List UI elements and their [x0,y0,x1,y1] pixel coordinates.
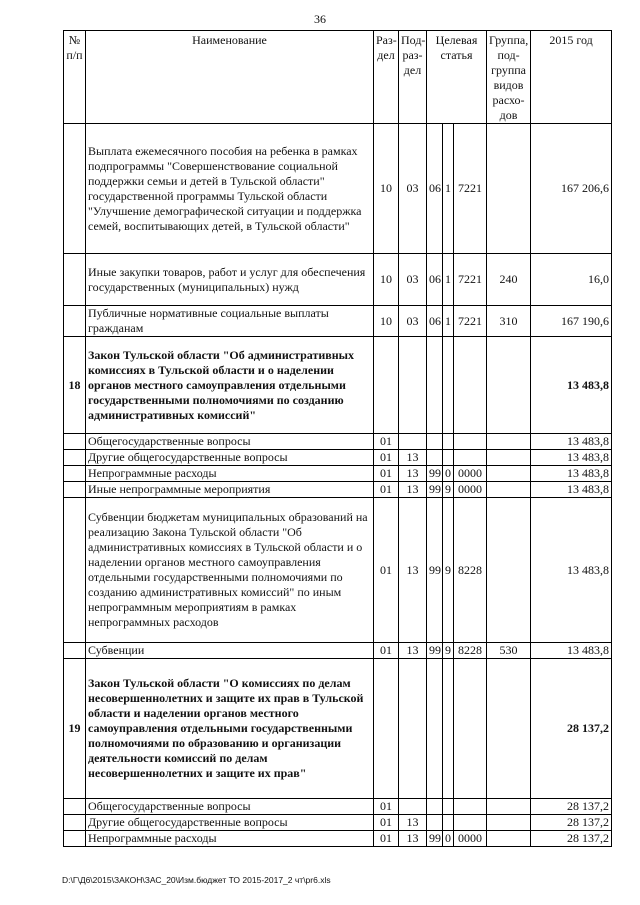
row-subsection: 13 [399,815,427,831]
row-target-direction: 0000 [454,482,487,498]
row-name: Субвенции бюджетам муниципальных образований на реализацию Закона Тульской области "Об административных комиссиях в Тульской области и о наделении органов местного самоуправления отдельными государственными полномочиями по созданию административных комиссий" по иным непрограммным мероприятиям в рамках непрограммных расходов [86,498,374,643]
header-group: Группа, под-группа видов расхо-дов [487,31,531,124]
row-amount: 167 190,6 [531,306,612,337]
row-target-subprogram: 1 [443,306,454,337]
row-group: 240 [487,254,531,306]
row-group [487,450,531,466]
table-row [64,799,612,815]
row-group [487,799,531,815]
row-name: Иные закупки товаров, работ и услуг для обеспечения государственных (муниципальных) нужд [86,254,374,306]
row-section: 01 [374,466,399,482]
row-section: 01 [374,643,399,659]
row-section: 10 [374,306,399,337]
table-row [64,434,612,450]
table-row [64,254,612,306]
row-section [374,337,399,434]
row-target-program [427,815,443,831]
row-group [487,498,531,643]
row-target-program: 99 [427,466,443,482]
row-subsection [399,434,427,450]
row-amount: 28 137,2 [531,831,612,847]
row-section: 01 [374,799,399,815]
table-row [64,815,612,831]
row-target-program: 99 [427,831,443,847]
row-target-program: 99 [427,643,443,659]
row-name: Непрограммные расходы [86,831,374,847]
row-group [487,815,531,831]
row-target-subprogram [443,337,454,434]
header-year: 2015 год [531,31,612,124]
row-target-direction: 0000 [454,466,487,482]
row-group [487,434,531,450]
row-target-direction: 8228 [454,643,487,659]
row-target-direction [454,337,487,434]
row-section: 01 [374,815,399,831]
row-number [64,815,86,831]
row-number [64,643,86,659]
row-target-program [427,434,443,450]
header-num: № п/п [64,31,86,124]
table-row [64,337,612,434]
row-target-direction [454,659,487,799]
row-number [64,434,86,450]
row-subsection: 13 [399,466,427,482]
row-group [487,831,531,847]
table-row [64,306,612,337]
row-subsection: 13 [399,498,427,643]
table-row [64,831,612,847]
row-section: 10 [374,254,399,306]
row-target-subprogram [443,815,454,831]
row-group [487,466,531,482]
row-subsection: 13 [399,450,427,466]
row-amount: 13 483,8 [531,434,612,450]
row-target-direction: 7221 [454,254,487,306]
row-amount: 13 483,8 [531,466,612,482]
row-group [487,124,531,254]
row-target-direction [454,450,487,466]
row-number [64,124,86,254]
row-target-subprogram [443,434,454,450]
row-target-subprogram [443,799,454,815]
row-amount: 16,0 [531,254,612,306]
table-row [64,450,612,466]
row-target-subprogram: 9 [443,498,454,643]
row-target-subprogram: 0 [443,831,454,847]
row-subsection: 13 [399,482,427,498]
row-subsection: 13 [399,643,427,659]
row-group: 530 [487,643,531,659]
row-group: 310 [487,306,531,337]
row-amount: 28 137,2 [531,799,612,815]
row-amount: 13 483,8 [531,482,612,498]
row-name: Непрограммные расходы [86,466,374,482]
row-number: 18 [64,337,86,434]
row-name: Закон Тульской области "О комиссиях по делам несовершеннолетних и защите их прав в Тульской области и наделении органов местного самоуправления отдельными государственными полномочиями по образованию и организации деятельности комиссий по делам несовершеннолетних и защите их прав" [86,659,374,799]
row-section [374,659,399,799]
row-target-program: 06 [427,254,443,306]
header-section: Раз-дел [374,31,399,124]
row-name: Общегосударственные вопросы [86,799,374,815]
table-row [64,659,612,799]
row-target-direction [454,815,487,831]
row-target-direction: 7221 [454,124,487,254]
row-section: 01 [374,434,399,450]
row-amount: 13 483,8 [531,450,612,466]
row-target-subprogram: 9 [443,482,454,498]
row-subsection [399,799,427,815]
row-number [64,254,86,306]
row-target-subprogram: 1 [443,254,454,306]
table-header-row [64,31,612,124]
row-subsection [399,659,427,799]
row-amount: 28 137,2 [531,659,612,799]
row-name: Общегосударственные вопросы [86,434,374,450]
row-target-direction: 7221 [454,306,487,337]
row-section: 01 [374,482,399,498]
row-number [64,482,86,498]
row-subsection: 03 [399,124,427,254]
row-target-program [427,450,443,466]
row-target-program [427,799,443,815]
row-target-program: 99 [427,498,443,643]
row-subsection [399,337,427,434]
row-target-subprogram [443,450,454,466]
row-number [64,450,86,466]
row-name: Закон Тульской области "Об административных комиссиях в Тульской области и о наделении органов местного самоуправления отдельными государственными полномочиями по созданию административных комиссий" [86,337,374,434]
row-target-program [427,337,443,434]
budget-table [63,30,612,847]
header-name: Наименование [86,31,374,124]
row-name: Другие общегосударственные вопросы [86,815,374,831]
row-name: Иные непрограммные мероприятия [86,482,374,498]
row-amount: 13 483,8 [531,337,612,434]
row-amount: 13 483,8 [531,643,612,659]
row-section: 01 [374,498,399,643]
row-name: Публичные нормативные социальные выплаты гражданам [86,306,374,337]
page-number: 36 [314,12,326,26]
table-row [64,643,612,659]
row-section: 01 [374,831,399,847]
row-section: 10 [374,124,399,254]
row-number [64,466,86,482]
table-row [64,482,612,498]
row-target-subprogram: 9 [443,643,454,659]
row-target-direction [454,434,487,450]
row-number [64,498,86,643]
table-row [64,498,612,643]
row-group [487,482,531,498]
row-group [487,659,531,799]
row-number [64,799,86,815]
row-target-direction [454,799,487,815]
header-target: Целевая статья [427,31,487,124]
row-number [64,831,86,847]
row-amount: 167 206,6 [531,124,612,254]
row-target-direction: 8228 [454,498,487,643]
row-target-program: 99 [427,482,443,498]
row-amount: 13 483,8 [531,498,612,643]
row-target-direction: 0000 [454,831,487,847]
row-group [487,337,531,434]
row-name: Выплата ежемесячного пособия на ребенка в рамках подпрограммы "Совершенствование социальной поддержки семьи и детей в Тульской области" государственной программы Тульской области "Улучшение демографической ситуации и поддержка семей, воспитывающих детей, в Тульской области" [86,124,374,254]
row-target-subprogram [443,659,454,799]
row-number [64,306,86,337]
header-subsection: Под-раз-дел [399,31,427,124]
row-target-subprogram: 1 [443,124,454,254]
row-target-subprogram: 0 [443,466,454,482]
row-amount: 28 137,2 [531,815,612,831]
row-target-program: 06 [427,306,443,337]
row-section: 01 [374,450,399,466]
row-number: 19 [64,659,86,799]
row-name: Другие общегосударственные вопросы [86,450,374,466]
file-path-footer: D:\Г\Д6\2015\ЗАКОН\ЗАС_20\Изм.бюджет ТО 2015-2017_2 чт\pr6.xls [62,875,331,885]
row-subsection: 13 [399,831,427,847]
row-target-program [427,659,443,799]
table-row [64,466,612,482]
row-name: Субвенции [86,643,374,659]
row-subsection: 03 [399,306,427,337]
row-target-program: 06 [427,124,443,254]
row-subsection: 03 [399,254,427,306]
table-row [64,124,612,254]
